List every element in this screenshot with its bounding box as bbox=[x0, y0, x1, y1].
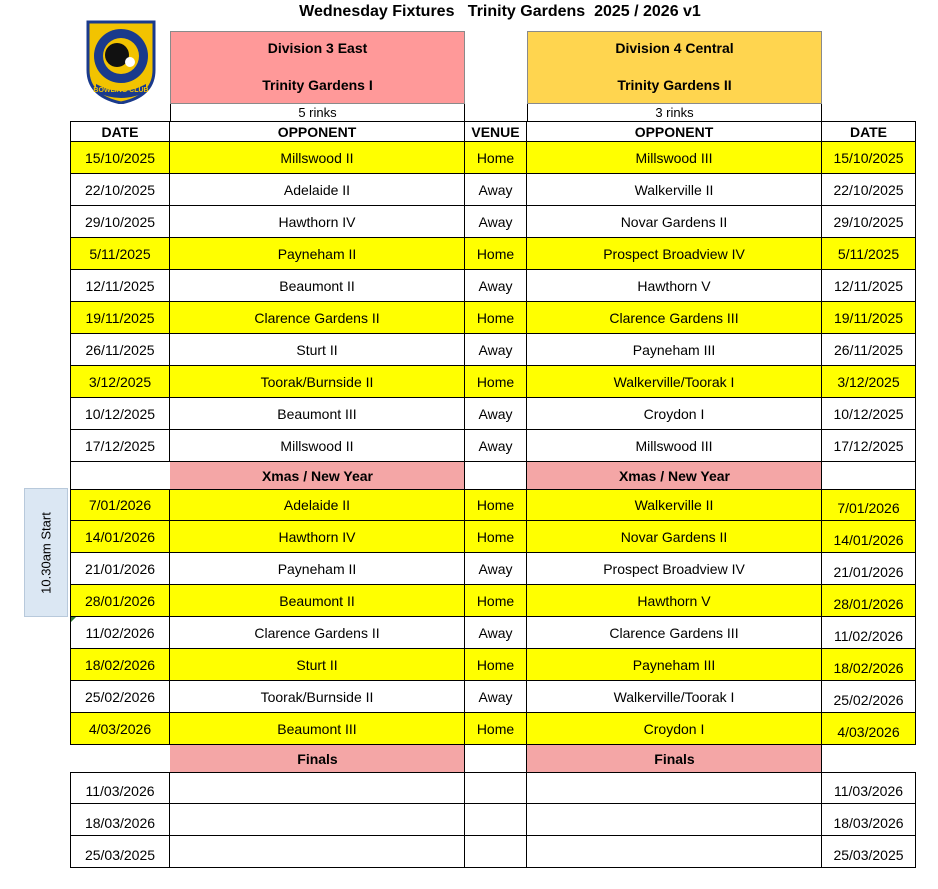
separator-rule bbox=[915, 462, 916, 489]
bowling-club-logo bbox=[82, 18, 160, 104]
separator-rule bbox=[821, 462, 822, 489]
date2-cell: 4/03/2026 bbox=[822, 713, 916, 745]
date-cell: 11/03/2026 bbox=[70, 772, 170, 804]
opponent-cell: Toorak/Burnside II bbox=[170, 681, 465, 713]
date2-cell: 18/02/2026 bbox=[822, 649, 916, 681]
opponent2-cell: Croydon I bbox=[527, 398, 822, 430]
finals-label-right: Finals bbox=[527, 745, 822, 772]
date-cell: 21/01/2026 bbox=[70, 553, 170, 585]
division-3-east-header bbox=[170, 31, 465, 104]
separator-rule bbox=[526, 745, 527, 772]
date-cell: 14/01/2026 bbox=[70, 521, 170, 553]
opponent-cell bbox=[170, 772, 465, 804]
date2-cell: 19/11/2025 bbox=[822, 302, 916, 334]
svg-text:BOWLING CLUB: BOWLING CLUB bbox=[93, 87, 149, 94]
venue-cell: Away bbox=[465, 334, 527, 366]
venue-cell: Home bbox=[465, 366, 527, 398]
venue-cell: Away bbox=[465, 270, 527, 302]
date2-cell: 11/02/2026 bbox=[822, 617, 916, 649]
venue-cell: Away bbox=[465, 553, 527, 585]
separator-rule bbox=[70, 462, 71, 489]
venue-cell: Away bbox=[465, 174, 527, 206]
date2-cell: 18/03/2026 bbox=[822, 804, 916, 836]
opponent2-cell: Walkerville II bbox=[527, 489, 822, 521]
opponent-cell: Clarence Gardens II bbox=[170, 617, 465, 649]
date2-cell: 12/11/2025 bbox=[822, 270, 916, 302]
opponent2-cell: Clarence Gardens III bbox=[527, 617, 822, 649]
venue-cell: Home bbox=[465, 649, 527, 681]
date-cell: 29/10/2025 bbox=[70, 206, 170, 238]
left-rinks-label: 5 rinks bbox=[170, 104, 465, 122]
opponent2-cell: Walkerville/Toorak I bbox=[527, 681, 822, 713]
date2-cell: 28/01/2026 bbox=[822, 585, 916, 617]
opponent-cell: Hawthorn IV bbox=[170, 206, 465, 238]
venue-cell: Away bbox=[465, 617, 527, 649]
xmas-break-right: Xmas / New Year bbox=[527, 462, 822, 489]
date-cell: 4/03/2026 bbox=[70, 713, 170, 745]
date2-cell: 15/10/2025 bbox=[822, 142, 916, 174]
venue-cell: Home bbox=[465, 585, 527, 617]
opponent2-cell bbox=[527, 804, 822, 836]
opponent-cell: Beaumont III bbox=[170, 398, 465, 430]
venue-cell: Away bbox=[465, 398, 527, 430]
opponent2-cell: Hawthorn V bbox=[527, 585, 822, 617]
date2-cell: 7/01/2026 bbox=[822, 489, 916, 521]
venue-cell: Home bbox=[465, 302, 527, 334]
date2-cell: 29/10/2025 bbox=[822, 206, 916, 238]
opponent-cell bbox=[170, 804, 465, 836]
opponent2-cell: Walkerville/Toorak I bbox=[527, 366, 822, 398]
date2-cell: 25/02/2026 bbox=[822, 681, 916, 713]
opponent-cell: Adelaide II bbox=[170, 174, 465, 206]
date-cell: 28/01/2026 bbox=[70, 585, 170, 617]
date2-cell: 22/10/2025 bbox=[822, 174, 916, 206]
opponent2-cell: Croydon I bbox=[527, 713, 822, 745]
date2-cell: 3/12/2025 bbox=[822, 366, 916, 398]
right-rinks-label: 3 rinks bbox=[527, 104, 822, 122]
opponent-cell: Beaumont III bbox=[170, 713, 465, 745]
venue-cell bbox=[465, 836, 527, 868]
opponent-cell: Clarence Gardens II bbox=[170, 302, 465, 334]
date2-cell: 14/01/2026 bbox=[822, 521, 916, 553]
date-cell: 11/02/2026 bbox=[70, 617, 170, 649]
page-title: Wednesday Fixtures Trinity Gardens 2025 / 2026 v1 bbox=[299, 3, 701, 20]
venue-cell: Away bbox=[465, 430, 527, 462]
opponent2-cell: Payneham III bbox=[527, 334, 822, 366]
separator-rule bbox=[464, 745, 465, 772]
opponent-header: OPPONENT bbox=[170, 121, 465, 142]
opponent2-cell: Prospect Broadview IV bbox=[527, 553, 822, 585]
separator-rule bbox=[821, 745, 822, 772]
opponent2-cell: Novar Gardens II bbox=[527, 206, 822, 238]
left-division-label: Division 3 East bbox=[267, 40, 368, 56]
opponent-cell bbox=[170, 836, 465, 868]
opponent2-cell: Millswood III bbox=[527, 430, 822, 462]
date-cell: 25/02/2026 bbox=[70, 681, 170, 713]
date-cell: 17/12/2025 bbox=[70, 430, 170, 462]
date-cell: 19/11/2025 bbox=[70, 302, 170, 334]
right-team-label: Trinity Gardens II bbox=[617, 77, 732, 93]
date-cell: 5/11/2025 bbox=[70, 238, 170, 270]
date-cell: 22/10/2025 bbox=[70, 174, 170, 206]
date-header: DATE bbox=[70, 121, 170, 142]
opponent-cell: Millswood II bbox=[170, 142, 465, 174]
opponent-cell: Adelaide II bbox=[170, 489, 465, 521]
venue-cell: Away bbox=[465, 681, 527, 713]
opponent-cell: Hawthorn IV bbox=[170, 521, 465, 553]
opponent-cell: Sturt II bbox=[170, 334, 465, 366]
date-cell: 18/03/2026 bbox=[70, 804, 170, 836]
date2-cell: 17/12/2025 bbox=[822, 430, 916, 462]
date-cell: 18/02/2026 bbox=[70, 649, 170, 681]
venue-cell: Home bbox=[465, 489, 527, 521]
date-cell: 7/01/2026 bbox=[70, 489, 170, 521]
date-cell: 26/11/2025 bbox=[70, 334, 170, 366]
date2-cell: 21/01/2026 bbox=[822, 553, 916, 585]
opponent2-cell: Walkerville II bbox=[527, 174, 822, 206]
date-cell: 25/03/2025 bbox=[70, 836, 170, 868]
opponent2-cell: Hawthorn V bbox=[527, 270, 822, 302]
opponent2-cell bbox=[527, 836, 822, 868]
opponent2-cell: Millswood III bbox=[527, 142, 822, 174]
opponent-cell: Payneham II bbox=[170, 238, 465, 270]
opponent2-cell: Clarence Gardens III bbox=[527, 302, 822, 334]
opponent2-cell: Prospect Broadview IV bbox=[527, 238, 822, 270]
start-time-note-text: 10.30am Start bbox=[38, 511, 54, 594]
date2-cell: 11/03/2026 bbox=[822, 772, 916, 804]
finals-label-left: Finals bbox=[170, 745, 465, 772]
date2-header: DATE bbox=[822, 121, 916, 142]
separator-rule bbox=[464, 462, 465, 489]
opponent2-cell bbox=[527, 772, 822, 804]
opponent2-cell: Novar Gardens II bbox=[527, 521, 822, 553]
date-cell: 10/12/2025 bbox=[70, 398, 170, 430]
venue-cell: Home bbox=[465, 713, 527, 745]
date2-cell: 25/03/2025 bbox=[822, 836, 916, 868]
date-cell: 3/12/2025 bbox=[70, 366, 170, 398]
date-cell: 12/11/2025 bbox=[70, 270, 170, 302]
opponent-cell: Beaumont II bbox=[170, 270, 465, 302]
venue-cell bbox=[465, 804, 527, 836]
venue-cell: Away bbox=[465, 206, 527, 238]
venue-cell: Home bbox=[465, 142, 527, 174]
start-time-note bbox=[24, 488, 68, 617]
left-team-label: Trinity Gardens I bbox=[262, 77, 373, 93]
opponent2-header: OPPONENT bbox=[527, 121, 822, 142]
venue-header: VENUE bbox=[465, 121, 527, 142]
opponent-cell: Sturt II bbox=[170, 649, 465, 681]
venue-cell: Home bbox=[465, 238, 527, 270]
date2-cell: 5/11/2025 bbox=[822, 238, 916, 270]
date2-cell: 26/11/2025 bbox=[822, 334, 916, 366]
venue-cell bbox=[465, 772, 527, 804]
opponent-cell: Toorak/Burnside II bbox=[170, 366, 465, 398]
division-4-central-header bbox=[527, 31, 822, 104]
opponent-cell: Payneham II bbox=[170, 553, 465, 585]
opponent2-cell: Payneham III bbox=[527, 649, 822, 681]
date2-cell: 10/12/2025 bbox=[822, 398, 916, 430]
right-division-label: Division 4 Central bbox=[615, 40, 734, 56]
separator-rule bbox=[526, 462, 527, 489]
opponent-cell: Millswood II bbox=[170, 430, 465, 462]
venue-cell: Home bbox=[465, 521, 527, 553]
xmas-break-left: Xmas / New Year bbox=[170, 462, 465, 489]
date-cell: 15/10/2025 bbox=[70, 142, 170, 174]
opponent-cell: Beaumont II bbox=[170, 585, 465, 617]
